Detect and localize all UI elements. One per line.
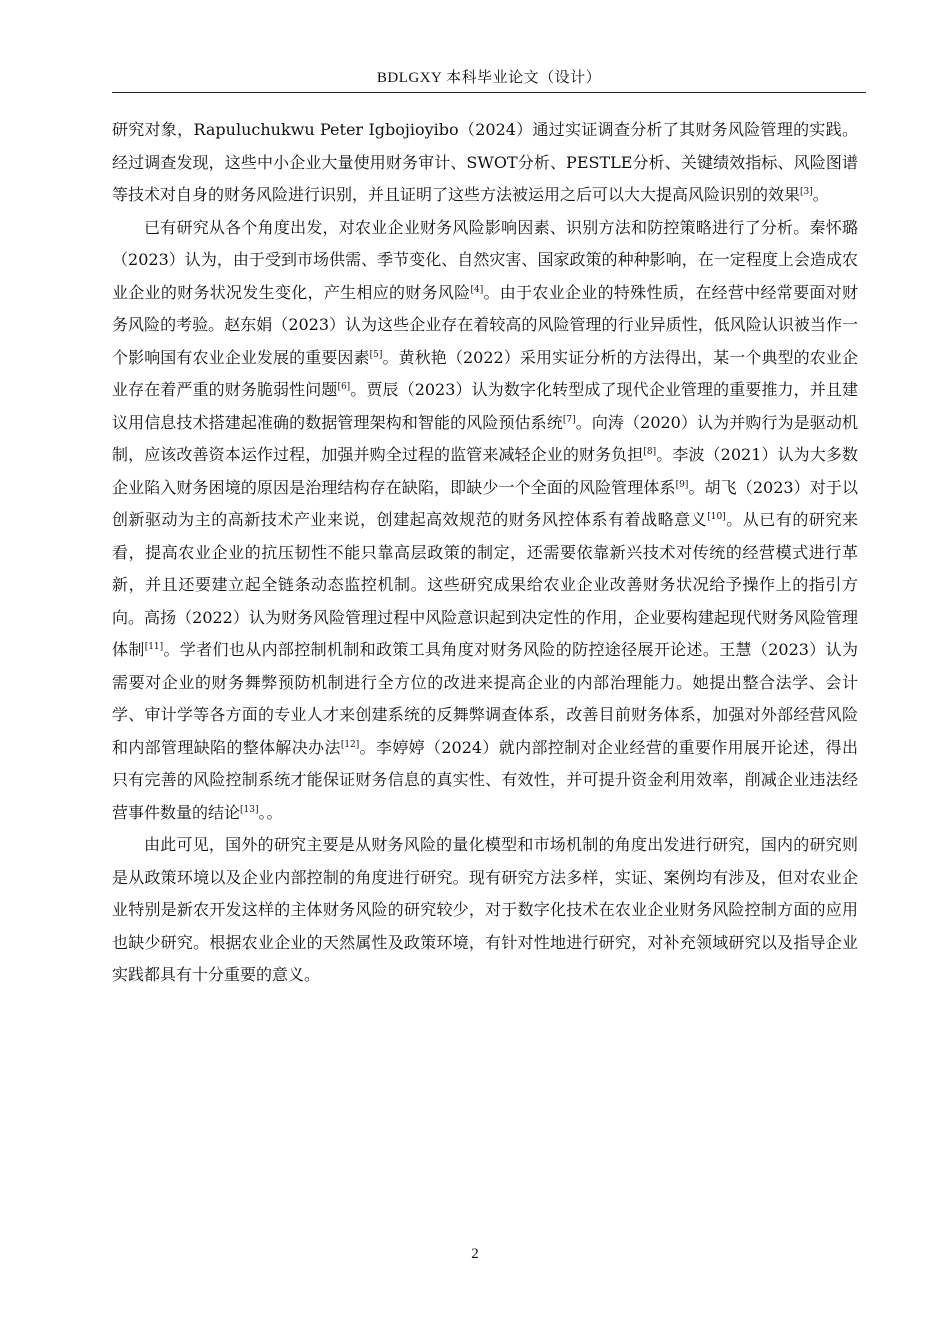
citation-ref-4[interactable]: [4]: [470, 284, 484, 295]
paragraph-1-segment-1: 研究对象，Rapuluchukwu Peter Igbojioyibo（2024）通过实证调查分析了其财务风险管理的实践。经过调查发现，这些中小企业大量使用财务审计、SWOT分析、PESTLE分析、关键绩效指标、风险图谱等技术对自身的财务风险进行识别，并且证明了这些方法被运用之后可以大大提高风险识别的效果: [112, 120, 858, 204]
citation-ref-3[interactable]: [3]: [800, 187, 813, 197]
paragraph-2: [112, 212, 858, 830]
paragraph-1: [112, 114, 858, 212]
paragraph-2-segment-10: 。李婷婷（2024）就内部控制对企业经营的重要作用展开论述，得出只有完善的风险控制系统才能保证财务信息的真实性、有效性，并可提升资金利用效率，削减企业违法经营事件数量的结论: [112, 737, 858, 822]
paragraph-2-segment-8: 。从已有的研究来看，提高农业企业的抗压韧性不能只靠高层政策的制定，还需要依靠新兴技术对传统的经营模式进行革新，并且还要建立起全链条动态监控机制。这些研究成果给农业企业改善财务状况给予操作上的指引方向。高扬（2022）认为财务风险管理过程中风险意识起到决定性的作用，企业要构建起现代财务风险管理体制: [112, 510, 858, 659]
paragraph-2-segment-1: 已有研究从各个角度出发，对农业企业财务风险影响因素、识别方法和防控策略进行了分析。秦怀璐（2023）认为，由于受到市场供需、季节变化、自然灾害、国家政策的种种影响，在一定程度上会造成农业企业的财务状况发生变化，产生相应的财务风险: [112, 217, 858, 302]
citation-ref-12[interactable]: [12]: [340, 739, 360, 750]
page-header: BDLGXY 本科毕业论文（设计）: [376, 70, 602, 86]
paragraph-2-segment-3: 。黄秋艳（2022）采用实证分析的方法得出，某一个典型的农业企业存在着严重的财务脆弱性问题: [112, 347, 858, 399]
paragraph-1-segment-2: 。: [812, 185, 829, 204]
paragraph-2-segment-11: 。。: [258, 802, 283, 822]
citation-ref-13[interactable]: [13]: [240, 804, 259, 815]
paragraph-2-segment-7: 。胡飞（2023）对于以创新驱动为主的高新技术产业来说，创建起高效规范的财务风控体系有着战略意义: [112, 477, 858, 529]
paragraph-2-segment-6: 。李波（2021）认为大多数企业陷入财务困境的原因是治理结构存在缺陷，即缺少一个全面的风险管理体系: [112, 445, 858, 497]
paragraph-2-segment-4: 。贾辰（2023）认为数字化转型成了现代企业管理的重要推力，并且建议用信息技术搭建起准确的数据管理架构和智能的风险预估系统: [112, 380, 858, 432]
paragraph-3: [112, 829, 858, 992]
citation-ref-7[interactable]: [7]: [562, 414, 576, 425]
body-text: [112, 114, 858, 992]
citation-ref-5[interactable]: [5]: [369, 349, 383, 360]
citation-ref-11[interactable]: [11]: [144, 642, 164, 652]
paragraph-2-segment-9: 。学者们也从内部控制机制和政策工具角度对财务风险的防控途径展开论述。王慧（2023）认为需要对企业的财务舞弊预防机制进行全方位的改进来提高企业的内部治理能力。她提出整合法学、会计学、审计学等各方面的专业人才来创建系统的反舞弊调查体系，改善目前财务体系，加强对外部经营风险和内部管理缺陷的整体解决办法: [112, 640, 858, 757]
paragraph-2-segment-2: 。由于农业企业的特殊性质，在经营中经常要面对财务风险的考验。赵东娟（2023）认为这些企业存在着较高的风险管理的行业异质性，低风险认识被当作一个影响国有农业企业发展的重要因素: [112, 282, 858, 367]
page-number: 2: [471, 1246, 479, 1262]
citation-ref-9[interactable]: [9]: [675, 479, 689, 490]
citation-ref-8[interactable]: [8]: [643, 447, 657, 457]
paragraph-3-segment-1: 由此可见，国外的研究主要是从财务风险的量化模型和市场机制的角度出发进行研究，国内的研究则是从政策环境以及企业内部控制的角度进行研究。现有研究方法多样，实证、案例均有涉及，但对农业企业特别是新农开发这样的主体财务风险的研究较少，对于数字化技术在农业企业财务风险控制方面的应用也缺少研究。根据农业企业的天然属性及政策环境，有针对性地进行研究，对补充领域研究以及指导企业实践都具有十分重要的意义。: [112, 835, 858, 984]
citation-ref-6[interactable]: [6]: [337, 382, 351, 392]
paragraph-2-segment-5: 。向涛（2020）认为并购行为是驱动机制，应该改善资本运作过程，加强并购全过程的监管来减轻企业的财务负担: [112, 412, 858, 464]
citation-ref-10[interactable]: [10]: [707, 512, 726, 522]
header-divider: [112, 92, 866, 93]
